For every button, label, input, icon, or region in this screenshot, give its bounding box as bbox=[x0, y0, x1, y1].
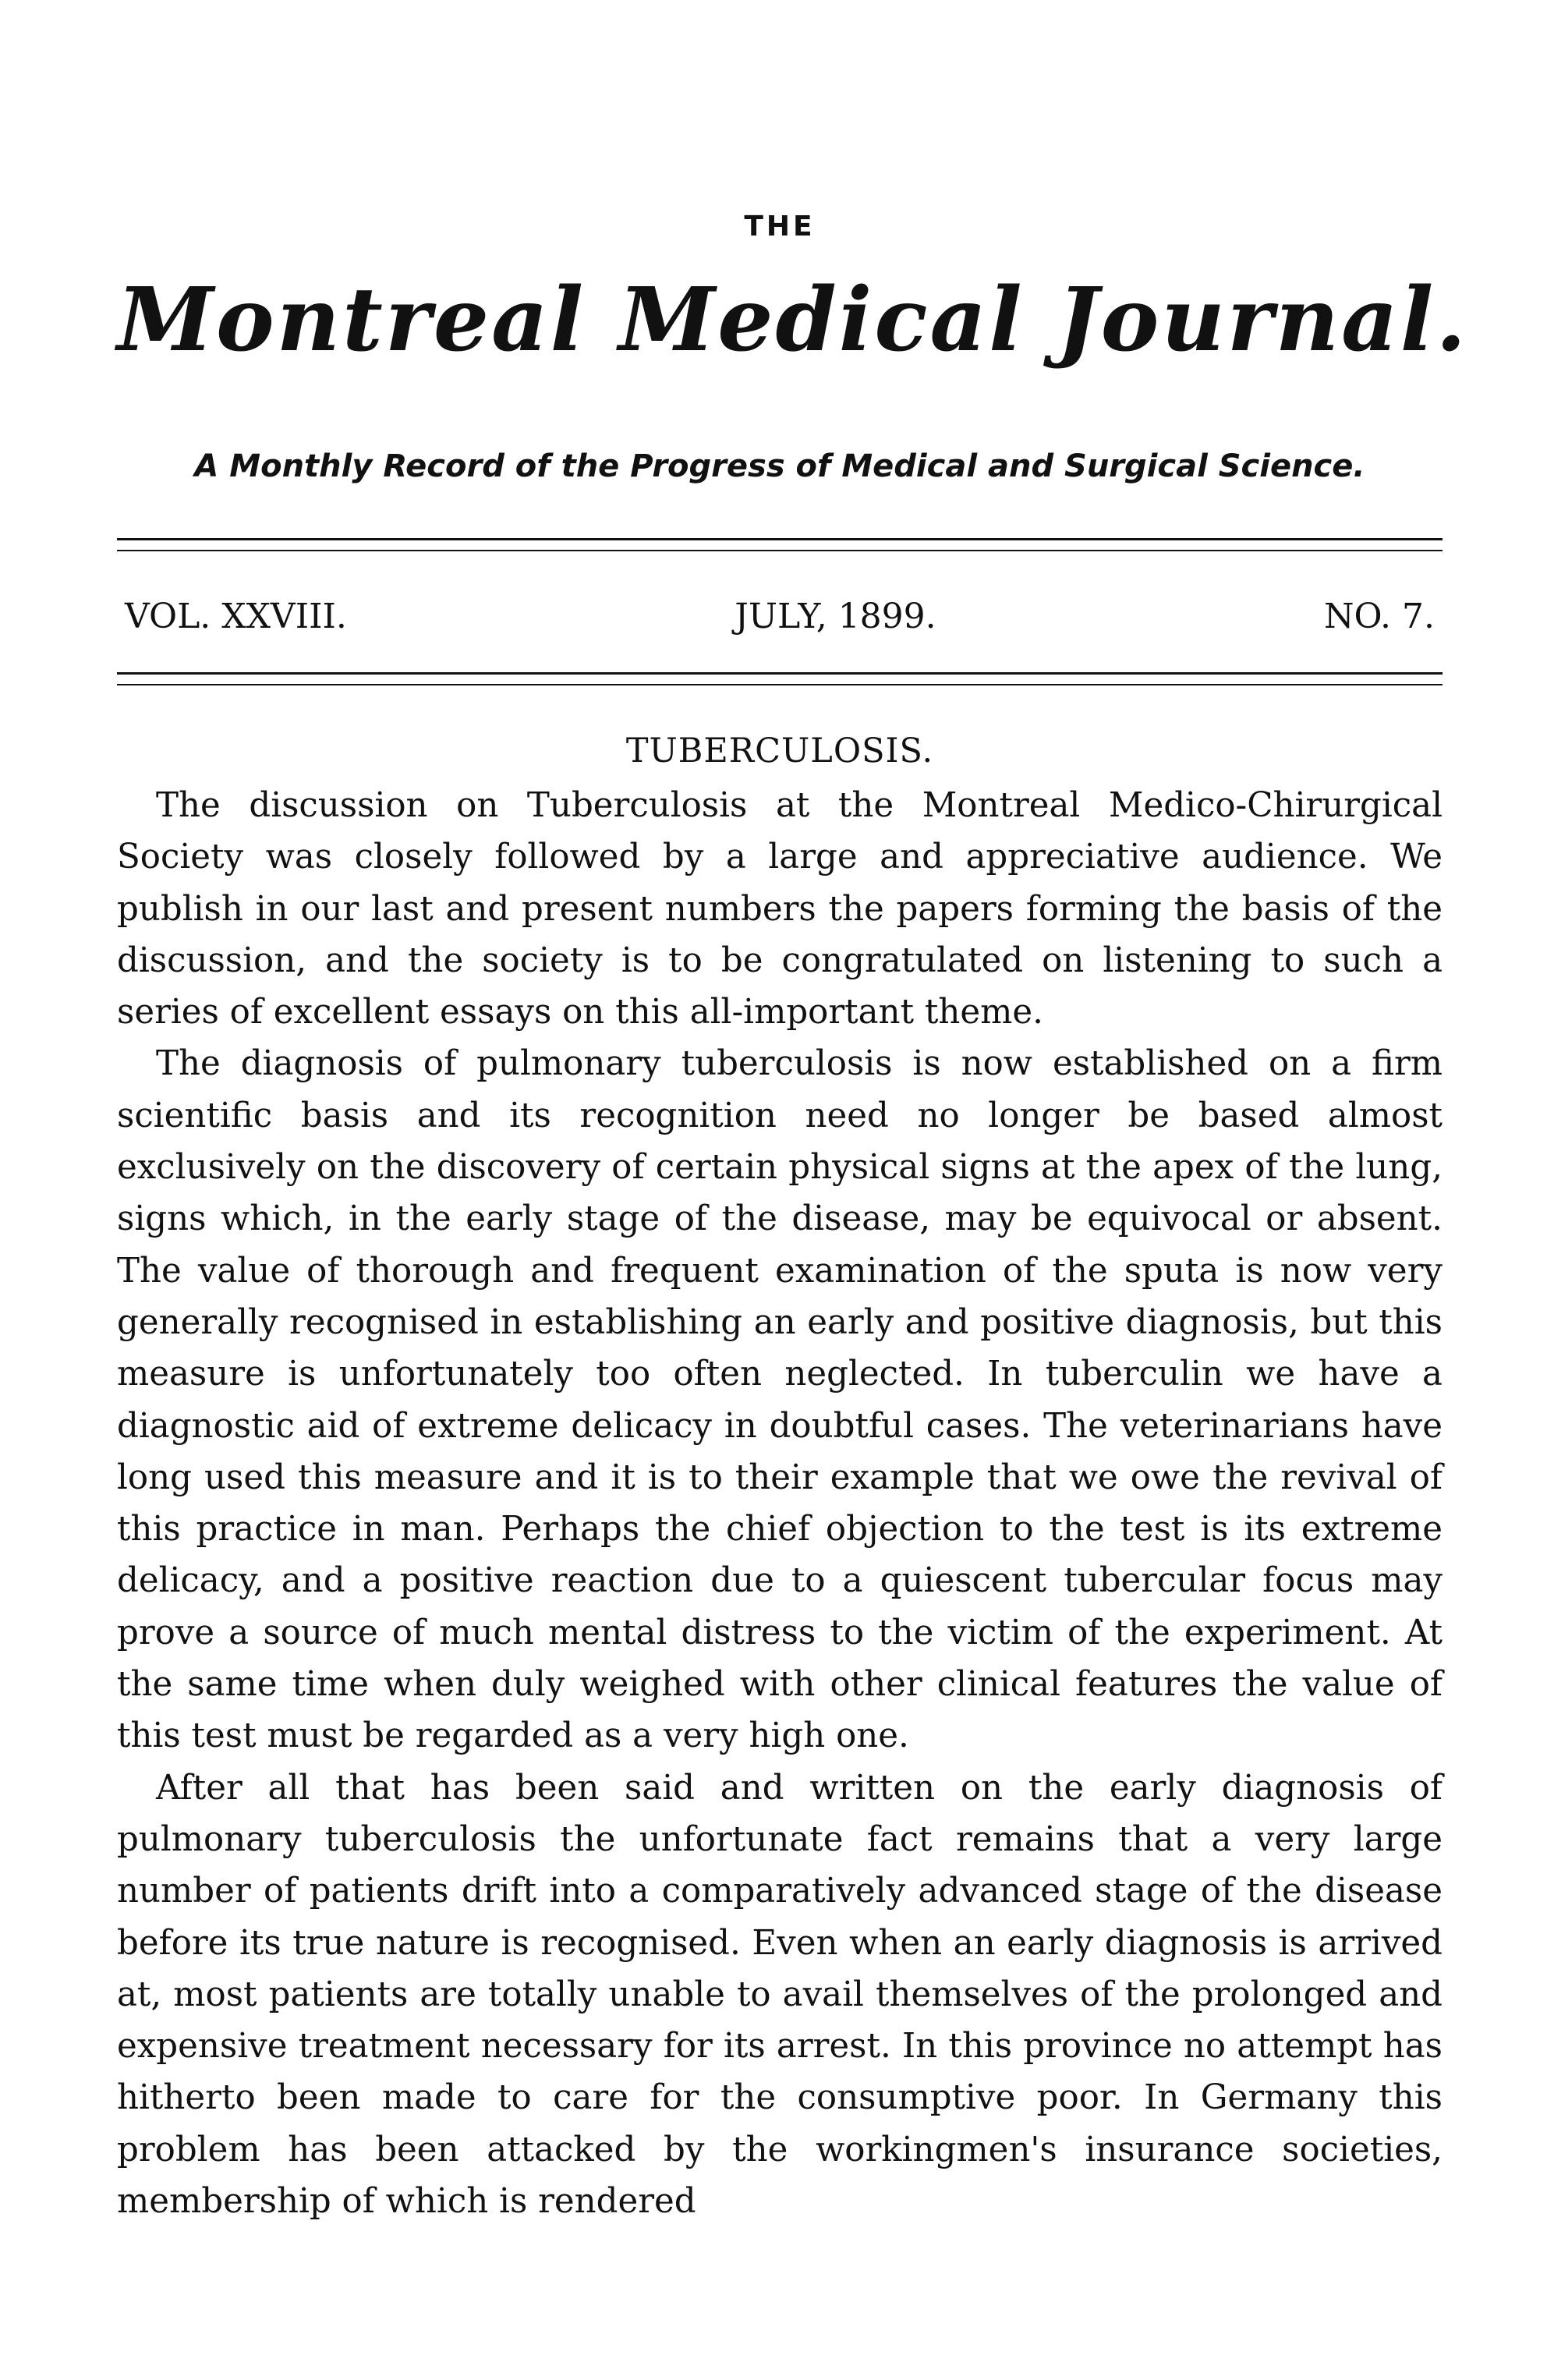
paragraph: After all that has been said and written on the early diagnosis of pulmonary tuberculosis the unfortunate fact remains that a very large number of patients drift into a comparatively advanced stage of the disease before its true nature is recognised. Even when an early diagnosis is arrived at, most patients are totally unable to avail themselves of the prolonged and expensive treatment necessary for its arrest. In this province no attempt has hitherto been made to care for the consumptive poor. In Germany this problem has been attacked by the workingmen's insurance societies, membership of which is rendered bbox=[117, 1768, 1443, 2222]
issue-info-line bbox=[117, 597, 1443, 636]
header-rule-bottom bbox=[117, 672, 1443, 685]
paragraph: The discussion on Tuberculosis at the Montreal Medico-Chirurgical Society was closely followed by a large and appreciative audience. We publish in our last and present numbers the papers forming the basis of the discussion, and the society is to be congratulated on listening to such a series of excellent essays on this all-important theme. bbox=[117, 786, 1443, 1032]
header-rule-top bbox=[117, 538, 1443, 551]
journal-page bbox=[117, 0, 1469, 2380]
paragraph: The diagnosis of pulmonary tuberculosis is now established on a firm scientific basis and its recognition need no longer be based almost exclusively on the discovery of certain physical signs at the apex of the lung, signs which, in the early stage of the disease, may be equivocal or absent. The value of thorough and frequent examination of the sputa is now very generally recognised in establishing an early and positive diagnosis, but this measure is unfortunately too often neglected. In tuberculin we have a diagnostic aid of extreme delicacy in doubtful cases. The veterinarians have long used this measure and it is to their example that we owe the revival of this practice in man. Perhaps the chief objection to the test is its extreme delicacy, and a positive reaction due to a quiescent tubercular focus may prove a source of much mental distress to the victim of the experiment. At the same time when duly weighed with other clinical features the value of this test must be regarded as a very high one. bbox=[117, 1044, 1443, 1756]
masthead-the: THE bbox=[744, 211, 816, 243]
article-body bbox=[117, 780, 1443, 2227]
article-heading: TUBERCULOSIS. bbox=[625, 731, 934, 770]
journal-title: Montreal Medical Journal. bbox=[117, 269, 1469, 371]
volume-label: VOL. XXVIII. bbox=[125, 597, 347, 636]
issue-number: NO. 7. bbox=[1324, 597, 1435, 636]
issue-date: JULY, 1899. bbox=[735, 597, 936, 636]
journal-subtitle: A Monthly Record of the Progress of Medical and Surgical Science. bbox=[194, 448, 1365, 484]
